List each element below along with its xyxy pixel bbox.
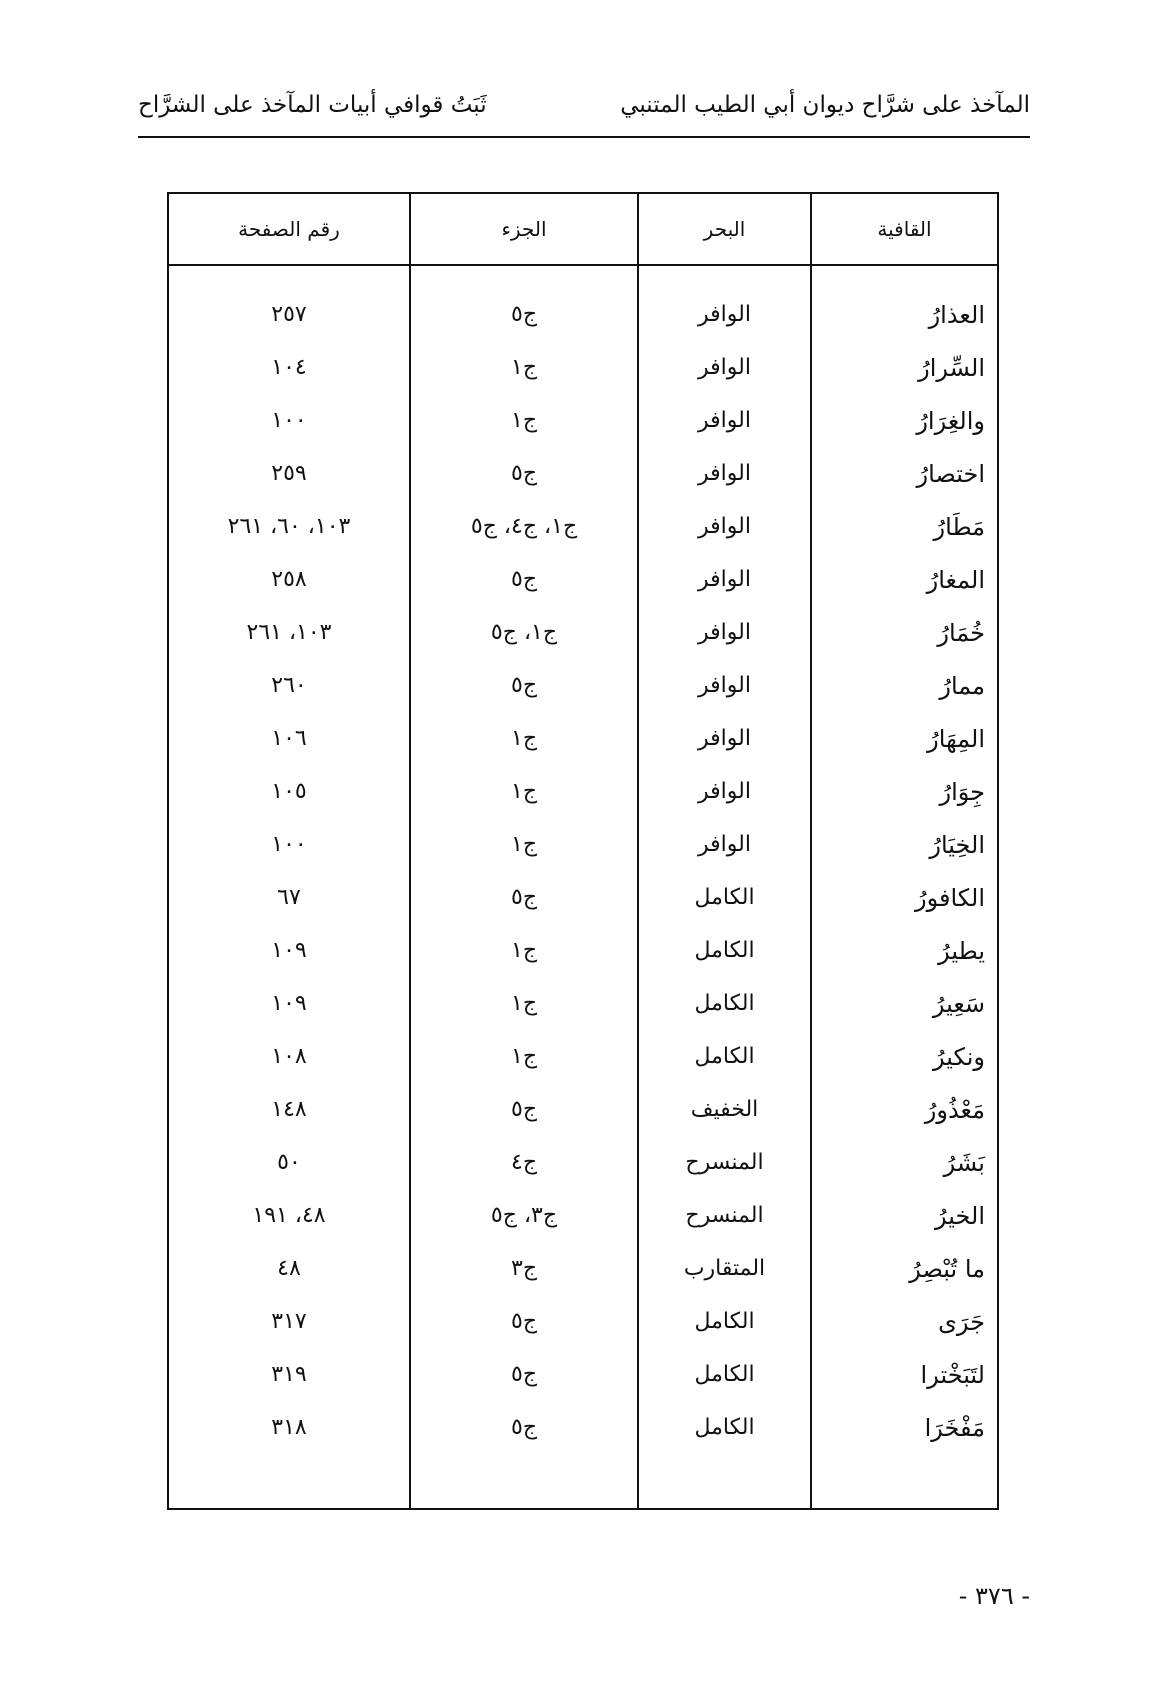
cell-bahr: الوافر <box>638 447 811 500</box>
rhymes-table <box>169 194 997 1508</box>
cell-qafia: مَطَارُ <box>811 500 997 553</box>
cell-page: ٣١٩ <box>271 1362 307 1387</box>
column-header-qafia: القافية <box>811 194 997 265</box>
table-row <box>169 818 997 871</box>
table-body <box>169 265 997 1508</box>
cell-bahr: الكامل <box>638 1401 811 1454</box>
cell-bahr: الوافر <box>638 500 811 553</box>
cell-juz: ج١ <box>410 765 638 818</box>
table-row <box>169 606 997 659</box>
table-row <box>169 500 997 553</box>
cell-page: ٣١٨ <box>271 1415 307 1440</box>
spacer-cell <box>811 1454 997 1508</box>
cell-page: ٢٦٠ <box>271 673 307 698</box>
table-row <box>169 977 997 1030</box>
cell-juz: ج٤ <box>410 1136 638 1189</box>
cell-page: ٢٥٨ <box>271 567 307 592</box>
cell-bahr: الوافر <box>638 659 811 712</box>
spacer-cell <box>638 1454 811 1508</box>
table-row <box>169 1242 997 1295</box>
cell-qafia: لتَبَخْترا <box>811 1348 997 1401</box>
cell-juz: ج٥ <box>410 871 638 924</box>
cell-page: ١٠٥ <box>271 779 307 804</box>
cell-bahr: الوافر <box>638 818 811 871</box>
cell-qafia: مَفْخَرَا <box>811 1401 997 1454</box>
rhymes-table-frame <box>167 192 999 1510</box>
cell-juz: ج٥ <box>410 1401 638 1454</box>
cell-juz: ج١ <box>410 341 638 394</box>
cell-bahr: الكامل <box>638 1348 811 1401</box>
table-header <box>169 194 997 265</box>
cell-page: ١٠٣، ٢٦١ <box>246 620 332 645</box>
cell-page: ٤٨، ١٩١ <box>252 1203 326 1228</box>
cell-juz: ج٥ <box>410 553 638 606</box>
cell-qafia: يطيرُ <box>811 924 997 977</box>
cell-qafia: سَعِيرُ <box>811 977 997 1030</box>
table-row <box>169 394 997 447</box>
cell-qafia: المِهَارُ <box>811 712 997 765</box>
cell-bahr: الوافر <box>638 606 811 659</box>
cell-page: ١٠٨ <box>271 1044 307 1069</box>
table-row <box>169 1189 997 1242</box>
cell-qafia: مَعْذُورُ <box>811 1083 997 1136</box>
running-header <box>138 86 1030 138</box>
cell-bahr: الوافر <box>638 341 811 394</box>
cell-juz: ج١، ج٥ <box>410 606 638 659</box>
cell-page: ٣١٧ <box>271 1309 307 1334</box>
cell-page: ٦٧ <box>277 885 301 910</box>
cell-qafia: المغارُ <box>811 553 997 606</box>
cell-juz: ج٥ <box>410 1083 638 1136</box>
table-row <box>169 712 997 765</box>
cell-qafia: ونكيرُ <box>811 1030 997 1083</box>
cell-qafia: ما تُبْصِرُ <box>811 1242 997 1295</box>
table-row <box>169 265 997 341</box>
table-row <box>169 924 997 977</box>
column-header-page: رقم الصفحة <box>169 194 410 265</box>
cell-qafia: خُمَارُ <box>811 606 997 659</box>
cell-bahr: الكامل <box>638 924 811 977</box>
cell-qafia: والغِرَارُ <box>811 394 997 447</box>
book-title: المآخذ على شرَّاح ديوان أبي الطيب المتنبي <box>620 92 1030 118</box>
cell-juz: ج١ <box>410 712 638 765</box>
cell-juz: ج٥ <box>410 1348 638 1401</box>
table-row <box>169 1295 997 1348</box>
section-title: ثَبَتُ قوافي أبيات المآخذ على الشرَّاح <box>138 92 487 118</box>
cell-juz: ج١، ج٤، ج٥ <box>410 500 638 553</box>
table-row <box>169 341 997 394</box>
cell-qafia: بَشَرُ <box>811 1136 997 1189</box>
cell-qafia: اختصارُ <box>811 447 997 500</box>
cell-page: ١٠٤ <box>271 355 307 380</box>
cell-bahr: الكامل <box>638 977 811 1030</box>
cell-juz: ج٣، ج٥ <box>410 1189 638 1242</box>
cell-page: ٥٠ <box>277 1150 301 1175</box>
cell-bahr: المنسرح <box>638 1136 811 1189</box>
cell-bahr: الكامل <box>638 1295 811 1348</box>
cell-qafia: الخيرُ <box>811 1189 997 1242</box>
page-number: - ٣٧٦ - <box>958 1582 1030 1610</box>
cell-juz: ج٥ <box>410 1295 638 1348</box>
cell-juz: ج١ <box>410 977 638 1030</box>
cell-page: ٢٥٧ <box>271 302 307 327</box>
cell-bahr: المتقارب <box>638 1242 811 1295</box>
cell-page: ١٠٠ <box>271 408 307 433</box>
cell-juz: ج٣ <box>410 1242 638 1295</box>
cell-juz: ج١ <box>410 394 638 447</box>
cell-juz: ج١ <box>410 1030 638 1083</box>
cell-page: ٢٥٩ <box>271 461 307 486</box>
cell-bahr: الوافر <box>638 394 811 447</box>
table-row <box>169 1348 997 1401</box>
cell-qafia: الخِيَارُ <box>811 818 997 871</box>
table-row <box>169 447 997 500</box>
cell-bahr: الوافر <box>638 265 811 341</box>
cell-page: ١٠٠ <box>271 832 307 857</box>
table-row <box>169 765 997 818</box>
table-row <box>169 871 997 924</box>
cell-qafia: العذارُ <box>811 265 997 341</box>
cell-juz: ج٥ <box>410 265 638 341</box>
cell-page: ١٠٣، ٦٠، ٢٦١ <box>227 514 351 539</box>
table-row <box>169 553 997 606</box>
cell-page: ٤٨ <box>277 1256 301 1281</box>
cell-bahr: الوافر <box>638 553 811 606</box>
cell-page: ١٠٩ <box>271 991 307 1016</box>
cell-juz: ج١ <box>410 924 638 977</box>
table-header-row <box>169 194 997 265</box>
cell-bahr: الكامل <box>638 871 811 924</box>
table-row <box>169 1136 997 1189</box>
cell-bahr: المنسرح <box>638 1189 811 1242</box>
table-row <box>169 659 997 712</box>
cell-bahr: الوافر <box>638 765 811 818</box>
column-header-juz: الجزء <box>410 194 638 265</box>
cell-qafia: السِّرارُ <box>811 341 997 394</box>
table-row <box>169 1083 997 1136</box>
cell-bahr: الكامل <box>638 1030 811 1083</box>
cell-qafia: ممارُ <box>811 659 997 712</box>
cell-qafia: الكافورُ <box>811 871 997 924</box>
cell-qafia: جَرَى <box>811 1295 997 1348</box>
cell-qafia: جِوَارُ <box>811 765 997 818</box>
column-header-bahr: البحر <box>638 194 811 265</box>
spacer-cell <box>169 1454 410 1508</box>
cell-page: ١٤٨ <box>271 1097 307 1122</box>
table-row <box>169 1030 997 1083</box>
cell-juz: ج١ <box>410 818 638 871</box>
cell-page: ١٠٩ <box>271 938 307 963</box>
cell-juz: ج٥ <box>410 447 638 500</box>
cell-juz: ج٥ <box>410 659 638 712</box>
table-row <box>169 1401 997 1454</box>
cell-bahr: الوافر <box>638 712 811 765</box>
table-spacer-row <box>169 1454 997 1508</box>
cell-bahr: الخفيف <box>638 1083 811 1136</box>
spacer-cell <box>410 1454 638 1508</box>
cell-page: ١٠٦ <box>271 726 307 751</box>
